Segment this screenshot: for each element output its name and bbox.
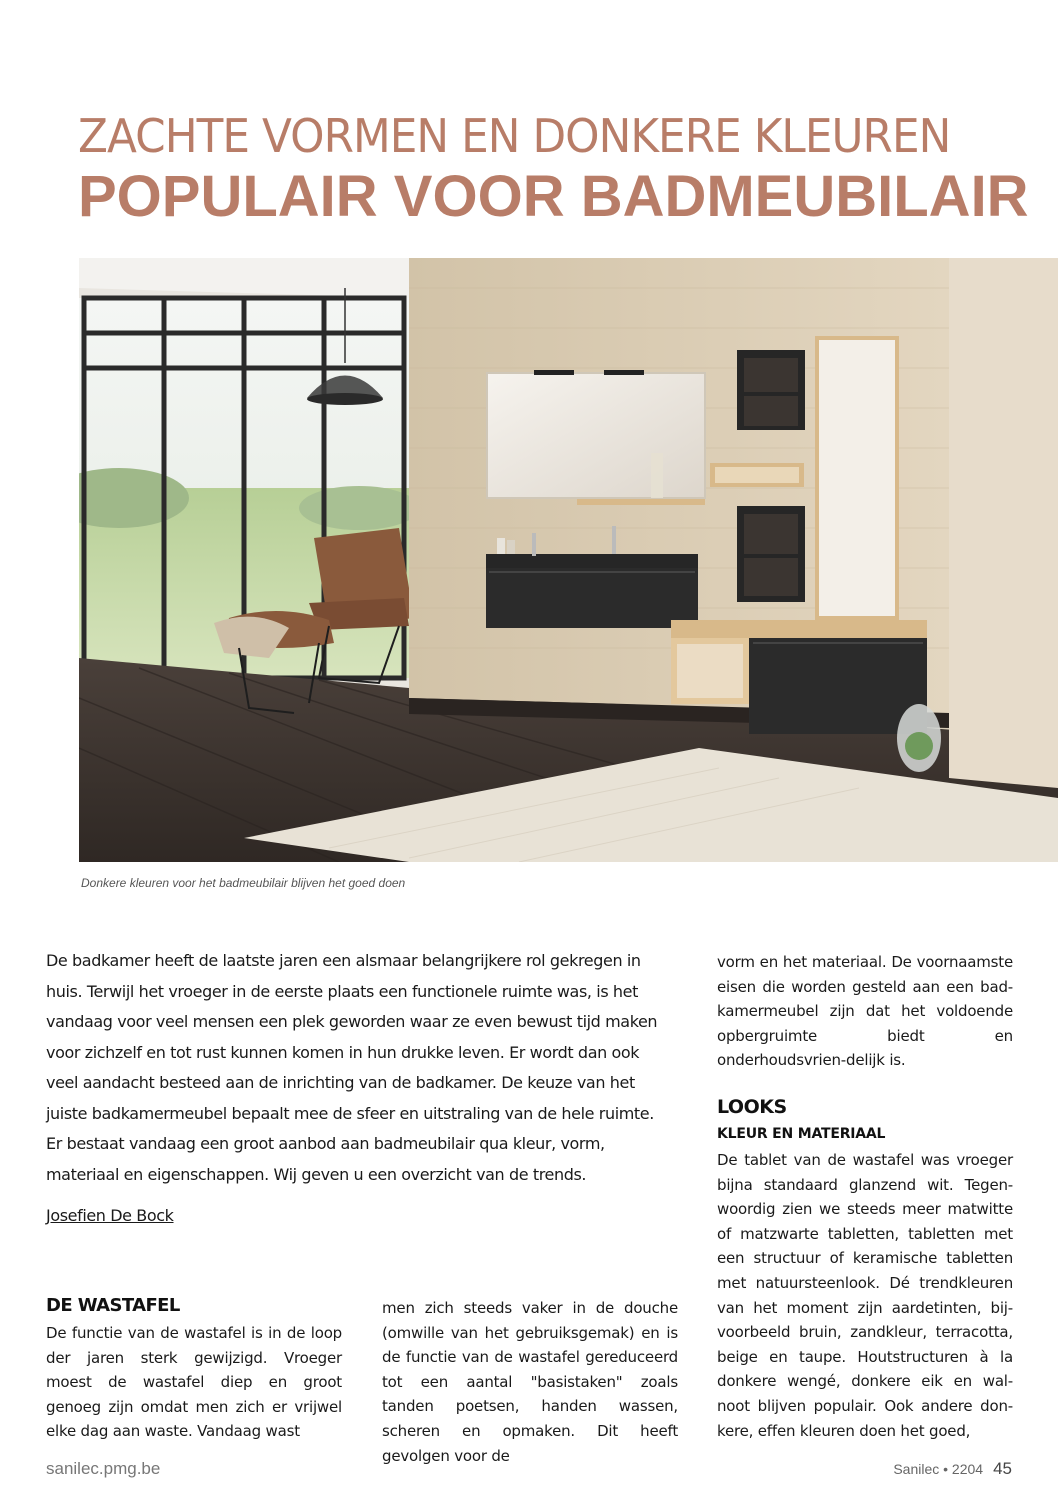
subheading-kleur-materiaal: KLEUR EN MATERIAAL xyxy=(717,1126,886,1142)
column-3-continued: vorm en het materiaal. De voornaamste eisen die worden gesteld aan een bad-kamermeubel zijn dat het voldoende opbergruimte biedt en onderhoudsvrien-delijk is. xyxy=(717,953,1013,1070)
footer-issue-info xyxy=(893,1459,1012,1479)
author-link[interactable]: Josefien De Bock xyxy=(46,1206,174,1225)
title-line-1: ZACHTE VORMEN EN DONKERE KLEUREN xyxy=(78,109,951,163)
section-heading-wastafel: DE WASTAFEL xyxy=(46,1295,180,1316)
intro-paragraph: De badkamer heeft de laatste jaren een alsmaar belangrijkere rol gekregen in huis. Terwijl het vroeger in de eerste plaats een functionele ruimte was, is het vandaag voor veel mensen een plek geworden waar ze even bewust tijd maken voor zichzelf en tot rust kunnen komen in hun drukke leven. Er wordt dan ook veel aandacht besteed aan de inrichting van de badkamer. De keuze van het juiste badkamermeubel bepaalt mee de sfeer en uitstraling van de hele ruimte. Er bestaat vandaag een groot aanbod aan badmeubilair qua kleur, vorm, materiaal en eigenschappen. Wij geven u een overzicht van de trends. xyxy=(46,951,658,1184)
footer-issue: Sanilec • 2204 xyxy=(893,1461,984,1477)
photo-caption: Donkere kleuren voor het badmeubilair blijven het goed doen xyxy=(81,876,406,890)
wastafel-column-1: De functie van de wastafel is in de loop der jaren sterk gewijzigd. Vroeger moest de wastafel diep en groot genoeg zijn omdat men zich er vrijwel elke dag aan waste. Vandaag wast xyxy=(46,1324,342,1441)
section-heading-looks: LOOKS xyxy=(717,1096,787,1118)
bathroom-photo xyxy=(79,258,1058,862)
wastafel-column-2: men zich steeds vaker in de douche (omwille van het gebruiksgemak) en is de functie van de wastafel gereduceerd tot een aantal "basistaken" zoals tanden poetsen, handen wassen, scheren en opmaken. Dit heeft gevolgen voor de xyxy=(382,1299,678,1465)
page-number: 45 xyxy=(993,1459,1012,1478)
looks-paragraph: De tablet van de wastafel was vroeger bijna standaard glanzend wit. Tegen-woordig zien we steeds meer matwitte of matzwarte tabletten, tabletten met een structuur of keramische tabletten met natuursteenlook. Dé trendkleuren van het moment zijn aardetinten, bij-voorbeeld bruin, zandkleur, terracotta, beige en taupe. Houtstructuren à la donkere wengé, donkere eik en wal-noot blijven populair. Ook andere don-kere, effen kleuren doen het goed, xyxy=(717,1151,1013,1440)
title-line-2: POPULAIR VOOR BADMEUBILAIR xyxy=(78,164,1029,229)
footer-website[interactable]: sanilec.pmg.be xyxy=(46,1459,161,1478)
